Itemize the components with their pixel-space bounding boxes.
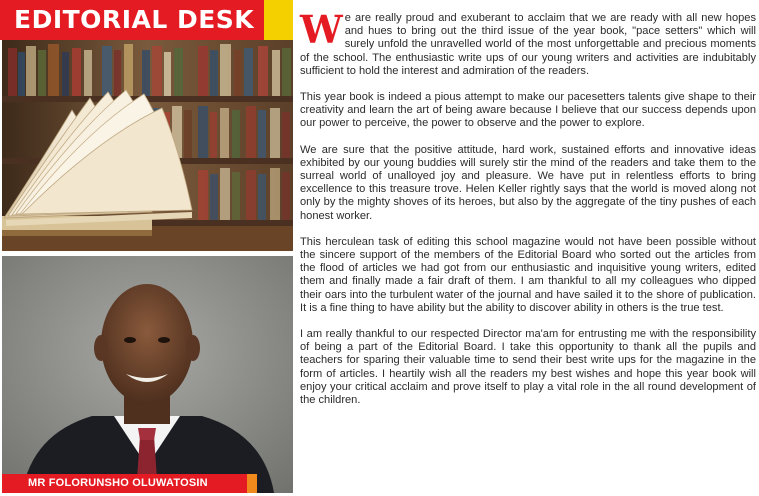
name-caption-accent <box>247 474 257 493</box>
editor-portrait-photo <box>2 256 293 493</box>
paragraph-text: e are really proud and exuberant to acclaim that we are ready with all new hopes and hues to bring out the third issue of the year book, "pace setters" which will surely unfold the unravelled world of the most unforgettable and precious moments of the school. The enthusiastic write ups of our young writers and activities are indubitably sufficient to hold the interest and admiration of the readers. <box>300 12 756 77</box>
article-paragraph: This year book is indeed a pious attempt to make our pacesetters talents give shape to their creativity and learn the art of being aware because I believe that our success depends upon our power to perceive, the power to observe and the power to explore. <box>300 91 756 130</box>
drop-cap-letter: W <box>300 7 343 52</box>
article-paragraph: I am really thankful to our respected Director ma'am for entrusting me with the responsibility of being a part of the Editorial Board. I take this opportunity to thank all the pupils and teachers for sparing their valuable time to send their best write ups for the magazine in the form of articles. I heartily wish all the readers my best wishes and hope this year book will enjoy your critical acclaim and prove itself to play a vital role in the all round development of the children. <box>300 328 756 407</box>
page-title: EDITORIAL DESK <box>14 5 255 34</box>
editor-name: MR FOLORUNSHO OLUWATOSIN <box>28 477 208 489</box>
portrait-illustration <box>2 256 293 493</box>
library-book-photo <box>2 40 293 251</box>
open-book-illustration <box>2 40 293 251</box>
left-column <box>0 0 296 496</box>
article-paragraph <box>300 7 756 78</box>
header-accent-block <box>264 0 293 40</box>
header-banner <box>0 0 264 40</box>
article-paragraph: This herculean task of editing this school magazine would not have been possible without the sincere support of the members of the Editorial Board who sorted out the articles from the flood of articles we had got from our enthusiastic and inquisitive young writers, edited them and finally made a fair draft of them. I am thankful to all my colleagues who dipped their oars into the turbulent water of the journal and have sailed it to the shore of publication. It is a fine thing to have ability but the ability to discover ability in others is the true test. <box>300 235 756 314</box>
name-caption-bar <box>2 474 247 493</box>
editorial-article <box>300 7 756 420</box>
article-paragraph: We are sure that the positive attitude, hard work, sustained efforts and innovative ideas exhibited by our young buddies will surely stir the mind of the readers and take them to the surreal world of unalloyed joy and pleasure. We have put in relentless efforts to bring excellence to this treasure trove. Helen Keller rightly says that the world is moved along not only by the mighty shoves of its heroes, but also by the aggregate of the tiny pushes of each honest worker. <box>300 143 756 222</box>
